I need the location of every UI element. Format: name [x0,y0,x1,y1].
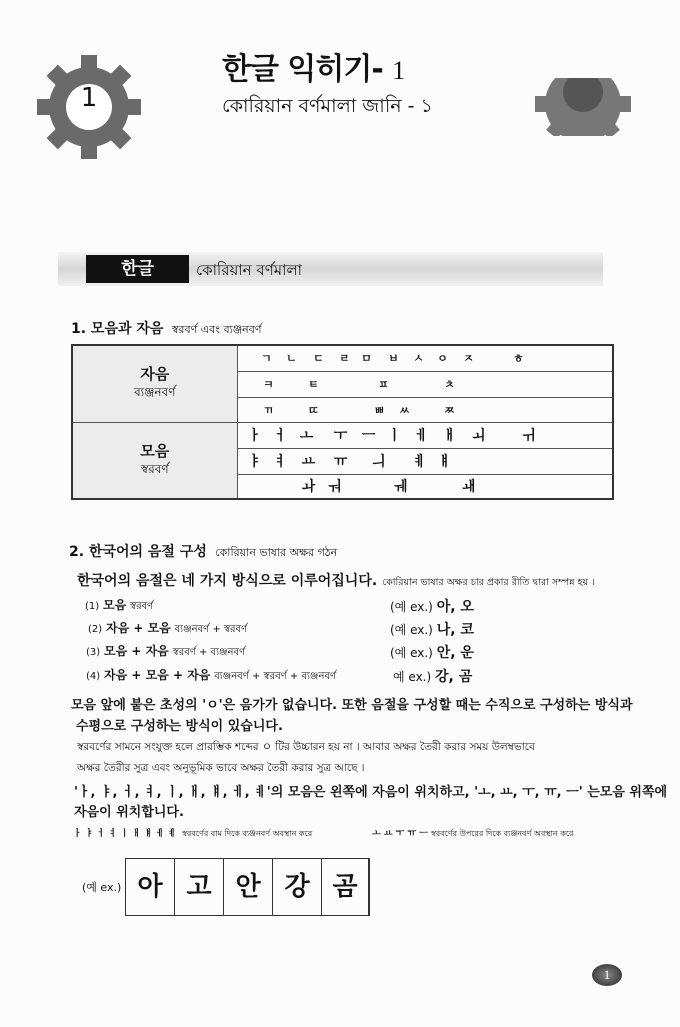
vowel: ㅓ [273,428,288,444]
consonant: ㄷ [313,352,324,366]
example-syllable: 고 [174,859,223,915]
syllable-type-4: (4) 자음 + 모음 + 자음 ব্যঞ্জনবর্ণ + স্বরবর্ণ + ব্যঞ্জনবর্ণ [86,668,337,682]
vowel: ㅏ [247,428,262,444]
note2-line2: 자음이 위치합니다. [74,805,184,820]
consonant: ㄸ [308,403,319,417]
banner-text: কোরিয়ান বর্ণমালা [196,261,303,279]
vowel: ㅑ [247,454,262,470]
consonant-row-basic [237,345,613,371]
syllable-example-3: (예 ex.) 안, 운 [390,645,474,661]
vowel: ㅙ [461,479,476,496]
vowel: ㅞ [393,479,408,496]
vowel: ㅣ [387,428,402,444]
consonant: ㅆ [399,403,410,417]
banner-label: 한글 [86,255,189,283]
example-label: (예 ex.) [82,881,122,894]
vowel: ㅜ [333,428,348,444]
vowel: ㅔ [414,428,429,444]
note1-line2: 수평으로 구성하는 방식이 있습니다. [76,719,283,734]
consonant: ㄱ [261,352,272,366]
consonant: ㅋ [263,378,274,391]
consonant: ㄲ [263,403,274,417]
example-syllable: 아 [125,859,174,915]
syllable-example-1: (예 ex.) 아, 오 [390,599,474,615]
consonant: ㅈ [463,352,474,366]
vowel: ㅛ [301,454,316,470]
page-subtitle: কোরিয়ান বর্ণমালা জানি - ১ [222,95,433,117]
example-syllable-boxes [125,858,370,916]
vowel: ㅝ [327,479,342,496]
top-vowels-note: ㅗ ㅛ ㅜ ㅠ ㅡ স্বরবর্ণের উপরের দিকে ব্যঞ্জনবর্ণ অবস্থান করে [372,829,574,839]
vowel: ㅠ [333,454,348,470]
consonant: ㅎ [513,352,524,366]
consonant: ㅉ [444,403,455,417]
page-title: 한글 익히기- 1 [222,52,405,87]
vowel-row-basic [237,422,613,448]
example-syllable: 안 [223,859,272,915]
consonants-label-cell: 자음 ব্যঞ্জনবর্ণ [72,345,237,422]
consonant: ㅃ [374,403,385,417]
consonant: ㅍ [378,378,389,391]
chapter-number: 1 [80,83,98,113]
syllable-type-2: (2) 자음 + 모음 ব্যঞ্জনবর্ণ + স্বরবর্ণ [88,621,248,635]
vowel: ㅖ [412,454,427,470]
consonant: ㅁ [361,352,372,366]
consonant: ㄹ [339,352,350,366]
note2-line1: 'ㅏ, ㅑ, ㅓ, ㅕ, ㅣ, ㅐ, ㅒ, ㅔ, ㅖ'의 모음은 왼쪽에 자음이 위치하고, 'ㅗ, ㅛ, ㅜ, ㅠ, ㅡ' 는모음 위쪽에 [74,785,668,800]
consonant: ㅇ [437,352,448,366]
example-syllable: 강 [272,859,321,915]
consonant: ㄴ [286,352,297,366]
vowel: ㅘ [301,479,316,496]
consonant: ㅊ [444,378,455,391]
syllable-type-1: (1) 모음 স্বরবর্ণ [85,598,154,612]
consonant: ㅅ [413,352,424,366]
vowel: ㅐ [442,428,457,444]
alphabet-table [71,344,614,500]
vowel: ㅒ [437,454,452,470]
syllable-type-3: (3) 모음 + 자음 স্বরবর্ণ + ব্যঞ্জনবর্ণ [86,644,246,658]
left-vowels-note: ㅏ ㅑ ㅓ ㅕ ㅣ ㅐ ㅒ ㅔ ㅖ স্বরবর্ণের বাম দিকে ব্যঞ্জনবর্ণ অবস্থান করে [73,829,313,839]
vowel-row-y [237,448,613,474]
vowel: ㅗ [299,428,314,444]
consonant-row-aspirated [237,371,613,397]
note1-line1: 모음 앞에 붙은 초성의 'ㅇ'은 음가가 없습니다. 또한 음절을 구성할 때는 수직으로 구성하는 방식과 [71,698,633,713]
gear-decoration-icon [535,56,631,136]
section2-intro: 한국어의 음절은 네 가지 방식으로 이루어집니다. কোরিয়ান ভাষার অক্ষর চার প্রকার রীতি দ্বারা সম্পন্ন হয় । [77,573,595,589]
vowel: ㅡ [361,428,376,444]
section1-heading: 1. 모음과 자음 স্বরবর্ণ এবং ব্যঞ্জনবর্ণ [71,321,262,337]
vowel: ㅚ [471,428,486,444]
syllable-example-4: 예 ex.) 강, 곰 [393,669,473,685]
consonant-row-tense [237,397,613,422]
note1-bn-line1: স্বরবর্ণের সামনে সংযুক্ত হলে প্রারম্ভিক শব্দের ㅇ টির উচ্চারন হয় না । আবার অক্ষর তৈরী করার সময় উলম্বভাবে [77,741,535,753]
vowels-label-cell: 모음 স্বরবর্ণ [72,422,237,499]
section2-heading: 2. 한국어의 음절 구성 কোরিয়ান ভাষার অক্ষর গঠন [69,544,338,560]
vowel: ㅟ [521,428,536,444]
consonant: ㅌ [308,378,319,391]
vowel: ㅕ [273,454,288,470]
note1-bn-line2: অক্ষর তৈরীর সুত্র এবং অনুভূমিক ভাবে অক্ষর তৈরী করার সুত্র আছে । [77,762,365,774]
consonant: ㅂ [388,352,399,366]
vowel: ㅢ [371,454,386,470]
vowel-row-compound [237,474,613,499]
example-syllable: 곰 [321,859,370,915]
syllable-example-2: (예 ex.) 나, 코 [390,622,474,638]
page-number: 1 [592,964,622,986]
